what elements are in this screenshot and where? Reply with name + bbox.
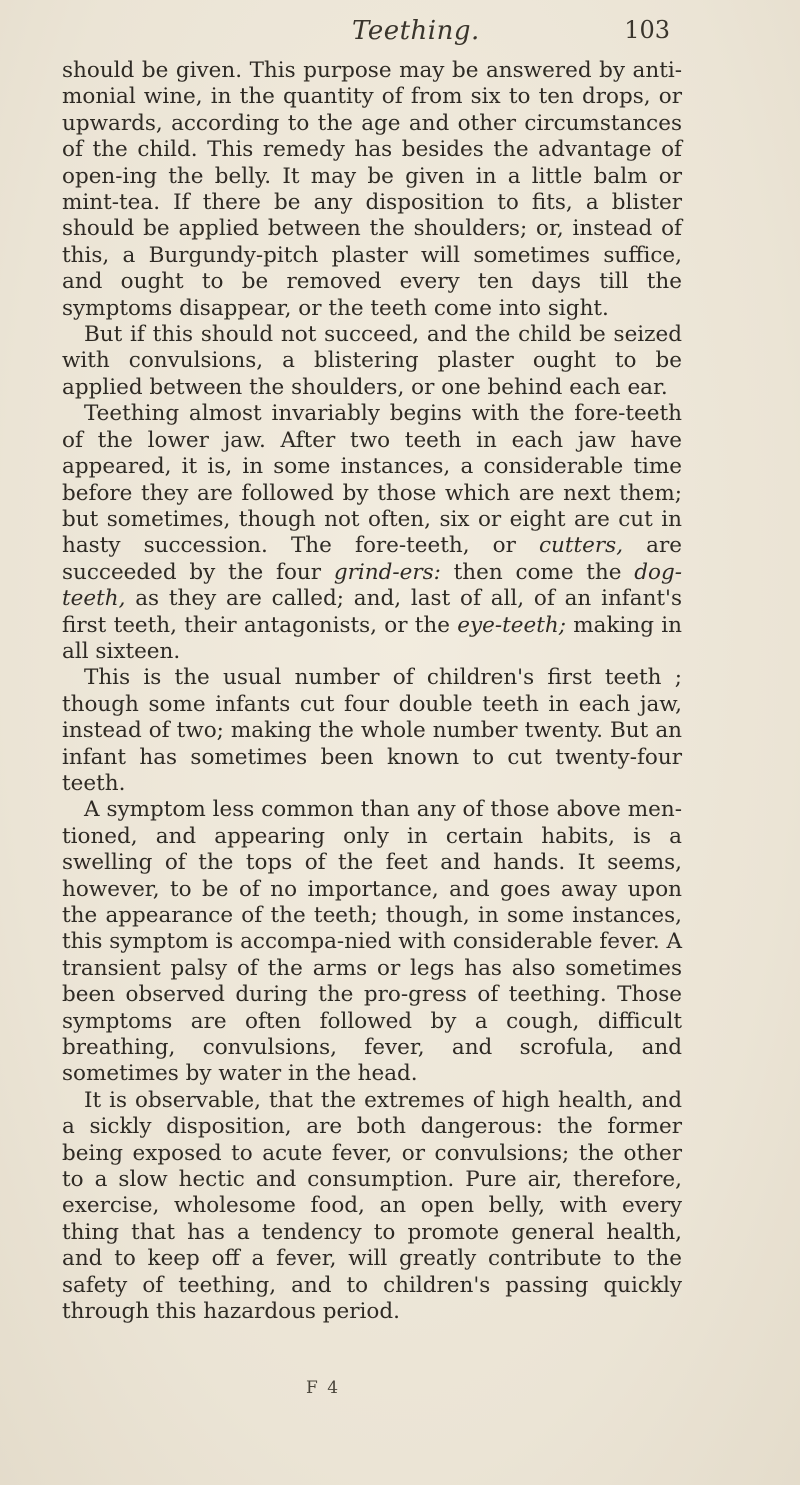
term-dog-teeth: dog-teeth, xyxy=(62,559,682,612)
body-text xyxy=(62,58,682,1326)
paragraph-convulsions: But if this should not succeed, and the child be seized with convulsions, a blistering plaster ought to be applied between the shoulders, or one behind each ear. xyxy=(62,322,682,400)
paragraph-uncommon-symptom: A symptom less common than any of those above men-tioned, and appearing only in certain habits, is a swelling of the tops of the feet and hands. It seems, however, to be of no importance, and goes away upon the appearance of the teeth; though, in some instances, this symptom is accompa-nied with considerable fever. A transient palsy of the arms or legs has also sometimes been observed during the pro-gress of teething. Those symptoms are often followed by a cough, difficult breathing, convulsions, fever, and scrofula, and sometimes by water in the head. xyxy=(62,797,683,1087)
teething-order-text-5: making in all sixteen. xyxy=(62,612,682,664)
teething-order-text-1: Teething almost invariably begins with the fore-teeth of the lower jaw. After two teeth in each jaw have appeared, it is, in some instances, a considerable time before they are followed by those which are next them; but sometimes, though not often, six or eight are cut in hasty succession. The fore-teeth, or xyxy=(62,401,682,559)
running-title: Teething. xyxy=(352,16,480,46)
term-grinders: grind-ers: xyxy=(333,559,441,585)
term-cutters: cutters, xyxy=(539,533,624,559)
running-head xyxy=(0,12,800,52)
paragraph-antimonial-wine: should be given. This purpose may be answered by anti-monial wine, in the quantity of from six to ten drops, or upwards, according to the age and other circumstances of the child. This remedy has besides the advantage of open-ing the belly. It may be given in a little balm or mint-tea. If there be any disposition to fits, a blister should be applied between the shoulders; or, instead of this, a Burgundy-pitch plaster will sometimes suffice, and ought to be removed every ten days till the symptoms disappear, or the teeth come into sight. xyxy=(62,58,682,321)
signature-mark: F 4 xyxy=(306,1378,341,1398)
teething-order-text-3: then come the xyxy=(440,559,635,585)
page-number: 103 xyxy=(624,16,670,44)
paragraph-teething-order xyxy=(62,401,682,665)
paragraph-number-of-teeth: This is the usual number of children's first teeth ; though some infants cut four double teeth in each jaw, instead of two; making the whole number twenty. But an infant has sometimes been known to cut twenty-four teeth. xyxy=(62,665,682,796)
teething-order-text-4: as they are called; and, last of all, of an infant's first teeth, their antagonists, or the xyxy=(62,586,682,638)
term-eye-teeth: eye-teeth; xyxy=(457,612,566,638)
paragraph-health-extremes: It is observable, that the extremes of high health, and a sickly disposition, are both dangerous: the former being exposed to acute fever, or convulsions; the other to a slow hectic and consumption. Pure air, therefore, exercise, wholesome food, an open belly, with every thing that has a tendency to promote general health, and to keep off a fever, will greatly contribute to the safety of teething, and to children's passing quickly through this hazardous period. xyxy=(62,1087,682,1325)
teething-order-text-2: are succeeded by the four xyxy=(62,533,682,585)
